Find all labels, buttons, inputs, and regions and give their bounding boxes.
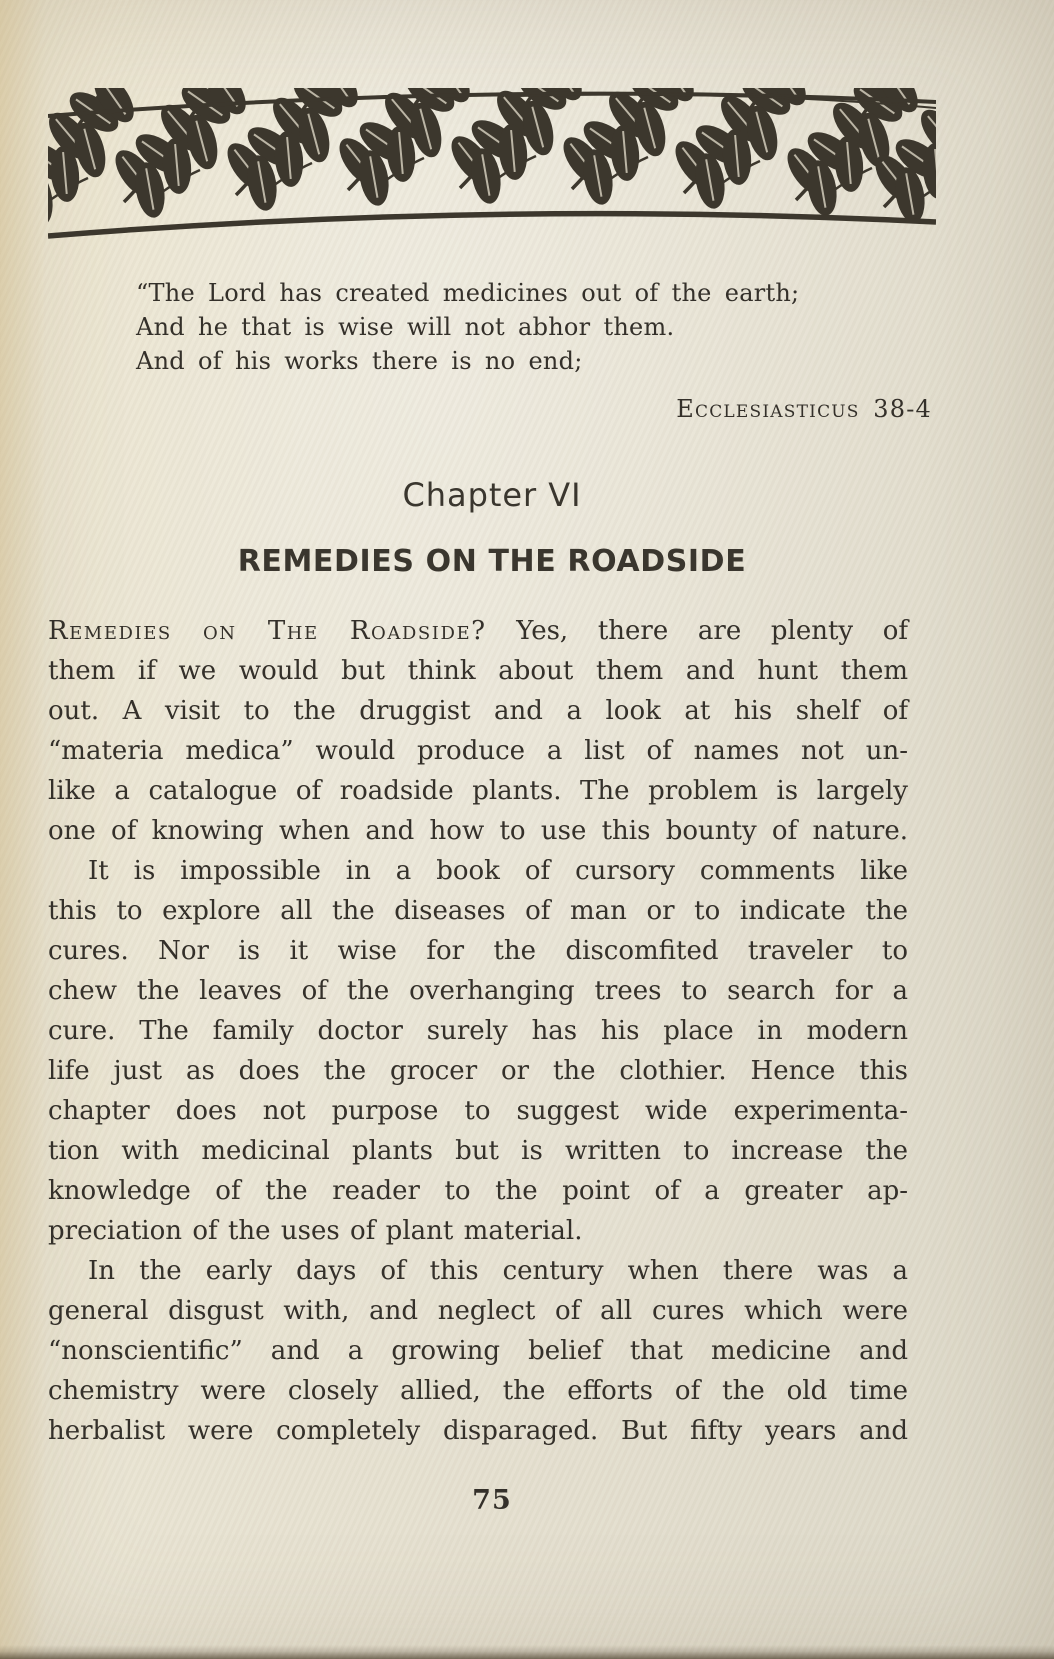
body-text (48, 611, 908, 1451)
chapter-title: REMEDIES ON THE ROADSIDE (237, 544, 747, 579)
epigraph-lines (136, 276, 936, 378)
body-line: general disgust with, and neglect of all cures which were (48, 1296, 908, 1326)
chapter-label: Chapter VI (402, 476, 582, 514)
epigraph (48, 276, 936, 426)
epigraph-line: And he that is wise will not abhor them. (136, 313, 675, 341)
body-line: It is impossible in a book of cursory comments like (88, 856, 908, 886)
smallcaps-opener: Remedies on The Roadside? (48, 616, 487, 646)
body-line: knowledge of the reader to the point of a greater ap- (48, 1176, 908, 1206)
body-line: them if we would but think about them and hunt them (48, 656, 908, 686)
body-line: “nonscientific” and a growing belief that medicine and (48, 1336, 908, 1366)
epigraph-line: And of his works there is no end; (136, 347, 583, 375)
body-line: In the early days of this century when there was a (88, 1256, 908, 1286)
body-line: “materia medica” would produce a list of names not un- (48, 736, 908, 766)
body-line: herbalist were completely disparaged. But fifty years and (48, 1416, 908, 1446)
body-line: chemistry were closely allied, the efforts of the old time (48, 1376, 908, 1406)
epigraph-line: “The Lord has created medicines out of the earth; (136, 279, 800, 307)
body-line: preciation of the uses of plant material. (48, 1216, 583, 1246)
page-content (48, 0, 936, 1516)
body-line: life just as does the grocer or the clothier. Hence this (48, 1056, 908, 1086)
page-number: 75 (472, 1485, 512, 1516)
body-line: one of knowing when and how to use this bounty of nature. (48, 816, 908, 846)
epigraph-attribution: Ecclesiasticus 38-4 (676, 395, 932, 423)
body-line: like a catalogue of roadside plants. The problem is largely (48, 776, 908, 806)
body-line: chew the leaves of the overhanging trees to search for a (48, 976, 908, 1006)
leaf-border-ornament (48, 88, 936, 240)
body-line: tion with medicinal plants but is written to increase the (48, 1136, 908, 1166)
body-line: out. A visit to the druggist and a look at his shelf of (48, 696, 908, 726)
body-line: chapter does not purpose to suggest wide experimenta- (48, 1096, 908, 1126)
body-line: this to explore all the diseases of man or to indicate the (48, 896, 908, 926)
border-bottom-rail (48, 214, 936, 236)
body-line: Remedies on The Roadside? Yes, there are plenty of (48, 616, 909, 646)
body-line: cure. The family doctor surely has his place in modern (48, 1016, 908, 1046)
body-line: cures. Nor is it wise for the discomfited traveler to (48, 936, 908, 966)
